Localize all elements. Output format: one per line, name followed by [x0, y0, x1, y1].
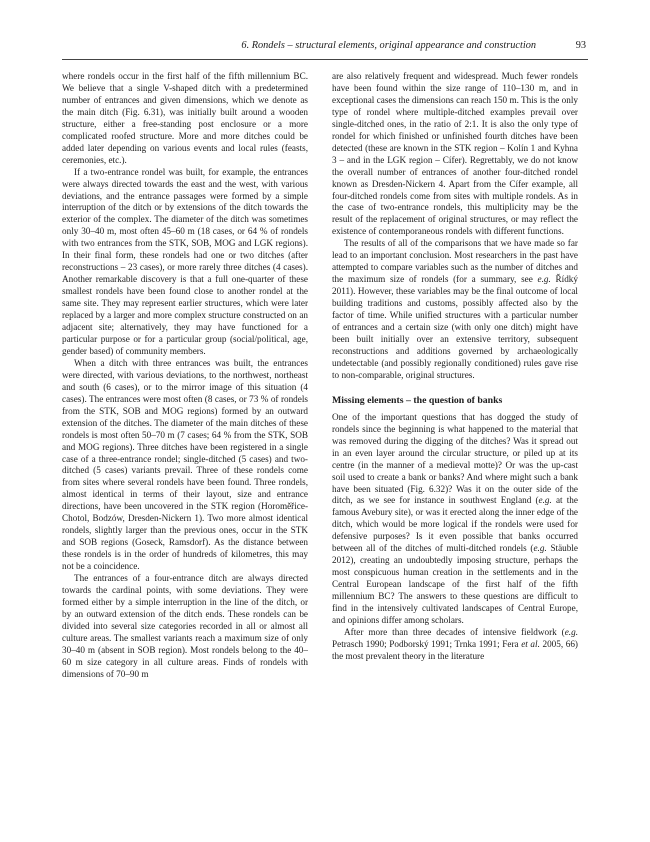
paragraph: If a two-entrance rondel was built, for example, the entrances were always directed towards the east and the west, with various deviations, and the entrance passages were formed by a simple interruption of the ditch or by extensions of the ditch towards the exterior of the complex. The diameter of the ditch was sometimes only 30–40 m, most often 45–60 m (18 cases, or 64 % of rondels with two entrances from the STK, SOB, MOG and LGK regions). In their final form, these rondels had one or two ditches (after reconstructions – 23 cases), or more rarely three ditches (4 cases). Another remarkable discovery is that a full one-quarter of these smallest rondels have been found close to another rondel at the same site. They may represent earlier structures, which were later replaced by a larger and more complex structure constructed on an adjacent site; alternatively, they may have functioned for a particular purpose or for a particular group (social/political, age, gender based) of community members. — [62, 166, 308, 356]
text-run: 2005, 66) the most prevalent theory in the literature — [332, 638, 578, 661]
italic-text: e.g. — [538, 495, 552, 506]
running-title: 6. Rondels – structural elements, original appearance and construction — [241, 40, 536, 51]
right-column — [332, 71, 578, 841]
paragraph: where rondels occur in the first half of the fifth millennium BC. We believe that a single V-shaped ditch with a predetermined number of entrances and given dimensions, which we denote as the main ditch (Fig. 6.31), was initially built around a wooden structure, either a free-standing post enclosure or a more complicated roofed structure. More and more ditches could be added later depending on various events and local rules (feasts, ceremonies, etc.). — [62, 71, 308, 165]
paragraph — [332, 238, 578, 381]
paragraph: When a ditch with three entrances was built, the entrances were directed, with various deviations, to the northwest, northeast and south (6 cases), or to the mirror image of this situation (4 cases). The entrances were most often (8 cases, or 73 % of rondels from the STK, SOB and MOG regions) formed by an outward extension of the ditches. The diameter of the main ditches of these rondels is most often 50–70 m (7 cases; 64 % from the STK, SOB and MOG regions). Three ditches have been registered in a single case of a three-entrance rondel; single-ditched (5 cases) and two-ditched (5 cases) variants prevail. Three of these rondels come from sites where several rondels have been found. Three rondels, almost identical in terms of their layout, size and entrance directions, have been uncovered in the STK region (Horoměřice-Chotol, Bodzów, Dresden-Nickern 1). Two more almost identical rondels, slightly larger than the previous ones, occur in the STK and SOB regions (Goseck, Ramsdorf). As the distance between these rondels is in the order of hundreds of kilometres, this may not be a coincidence. — [62, 357, 308, 572]
italic-text: et al. — [521, 638, 540, 649]
page-number: 93 — [575, 40, 586, 51]
paragraph — [332, 412, 578, 627]
section-heading: Missing elements – the question of banks — [332, 394, 503, 406]
text-run: After more than three decades of intensive fieldwork ( — [344, 626, 565, 637]
text-run: Řídký 2011). However, these variables may be the final outcome of local building traditions and customs, possibly affected also by the factor of time. While unified structures with a particular number of entrances and a certain size (with only one ditch) might have been built initially over an extensive territory, subsequent reconstructions and additions governed by archaeologically undetectable (and possibly regionally conditioned) rules gave rise to non-comparable, original structures. — [332, 274, 578, 380]
text-run: Petrasch 1990; Podborský 1991; Trnka 1991; Fera — [332, 638, 522, 649]
paragraph: The entrances of a four-entrance ditch are always directed towards the cardinal points, with some deviations. They were formed either by a simple interruption in the line of the ditch, or by an outward extension of the ditch ends. These rondels can be divided into several size categories recorded in all or almost all culture areas. The smallest variants reach a maximum size of only 30–40 m (absent in SOB region). Most rondels belong to the 40–60 m size category in all culture areas. Finds of rondels with dimensions of 70–90 m — [62, 573, 308, 679]
italic-text: e.g. — [537, 274, 551, 285]
italic-text: e.g. — [564, 626, 578, 637]
paragraph: are also relatively frequent and widespread. Much fewer rondels have been found within the size range of 110–130 m, and in exceptional cases the dimensions can reach 150 m. This is the only type of rondel where multiple-ditched examples prevail over single-ditched ones, in the ratio of 2:1. It is also the only type of rondel for which finished or unfinished fourth ditches have been detected (these are known in the STK region – Kolín 1 and Kyhna 3 – and in the LGK region – Cífer). Regrettably, we do not know the overall number of entrances of another four-ditched rondel known as Dresden-Nickern 4. Apart from the Cífer example, all four-ditched rondels come from sites with multiple rondels. As in the case of two-entrance rondels, this multiplicity may be the result of the replacement of original structures, or may reflect the existence of contemporaneous rondels with different functions. — [332, 71, 578, 237]
italic-text: e.g. — [533, 543, 547, 554]
left-column — [62, 71, 308, 841]
text-run: at the famous Avebury site), or was it erected along the inner edge of the ditch, which would be more logical if the rondels were used for defensive purposes? Is it even possible that banks occurred between all of the ditches of multi-ditched rondels ( — [332, 495, 578, 554]
running-header — [62, 40, 588, 56]
text-run: Stäuble 2012), creating an undoubtedly imposing structure, perhaps the most conspicuous human creation in the settlements and in the Central European landscape of the first half of the fifth millennium BC? The answers to these questions are difficult to find in the intensively cultivated landscapes of Central Europe, and opinions differ among scholars. — [332, 543, 578, 625]
header-rule — [62, 59, 588, 60]
paragraph — [332, 627, 578, 663]
text-run: The results of all of the comparisons that we have made so far lead to an important conclusion. Most researchers in the past have attempted to compare variables such as the number of ditches and the maximum size of rondels (for a summary, see — [332, 238, 578, 285]
text-run: One of the important questions that has dogged the study of rondels since the beginning is what happened to the material that was removed during the digging of the ditches? Was it spread out in an even layer around the circular structure, or piled up at its centre (in the manner of a medieval motte)? Or was the up-cast soil used to create a bank or banks? And where might such a bank have been situated (Fig. 6.32)? Was it on the outer side of the ditch, as we see for instance in southwest England ( — [332, 411, 578, 506]
